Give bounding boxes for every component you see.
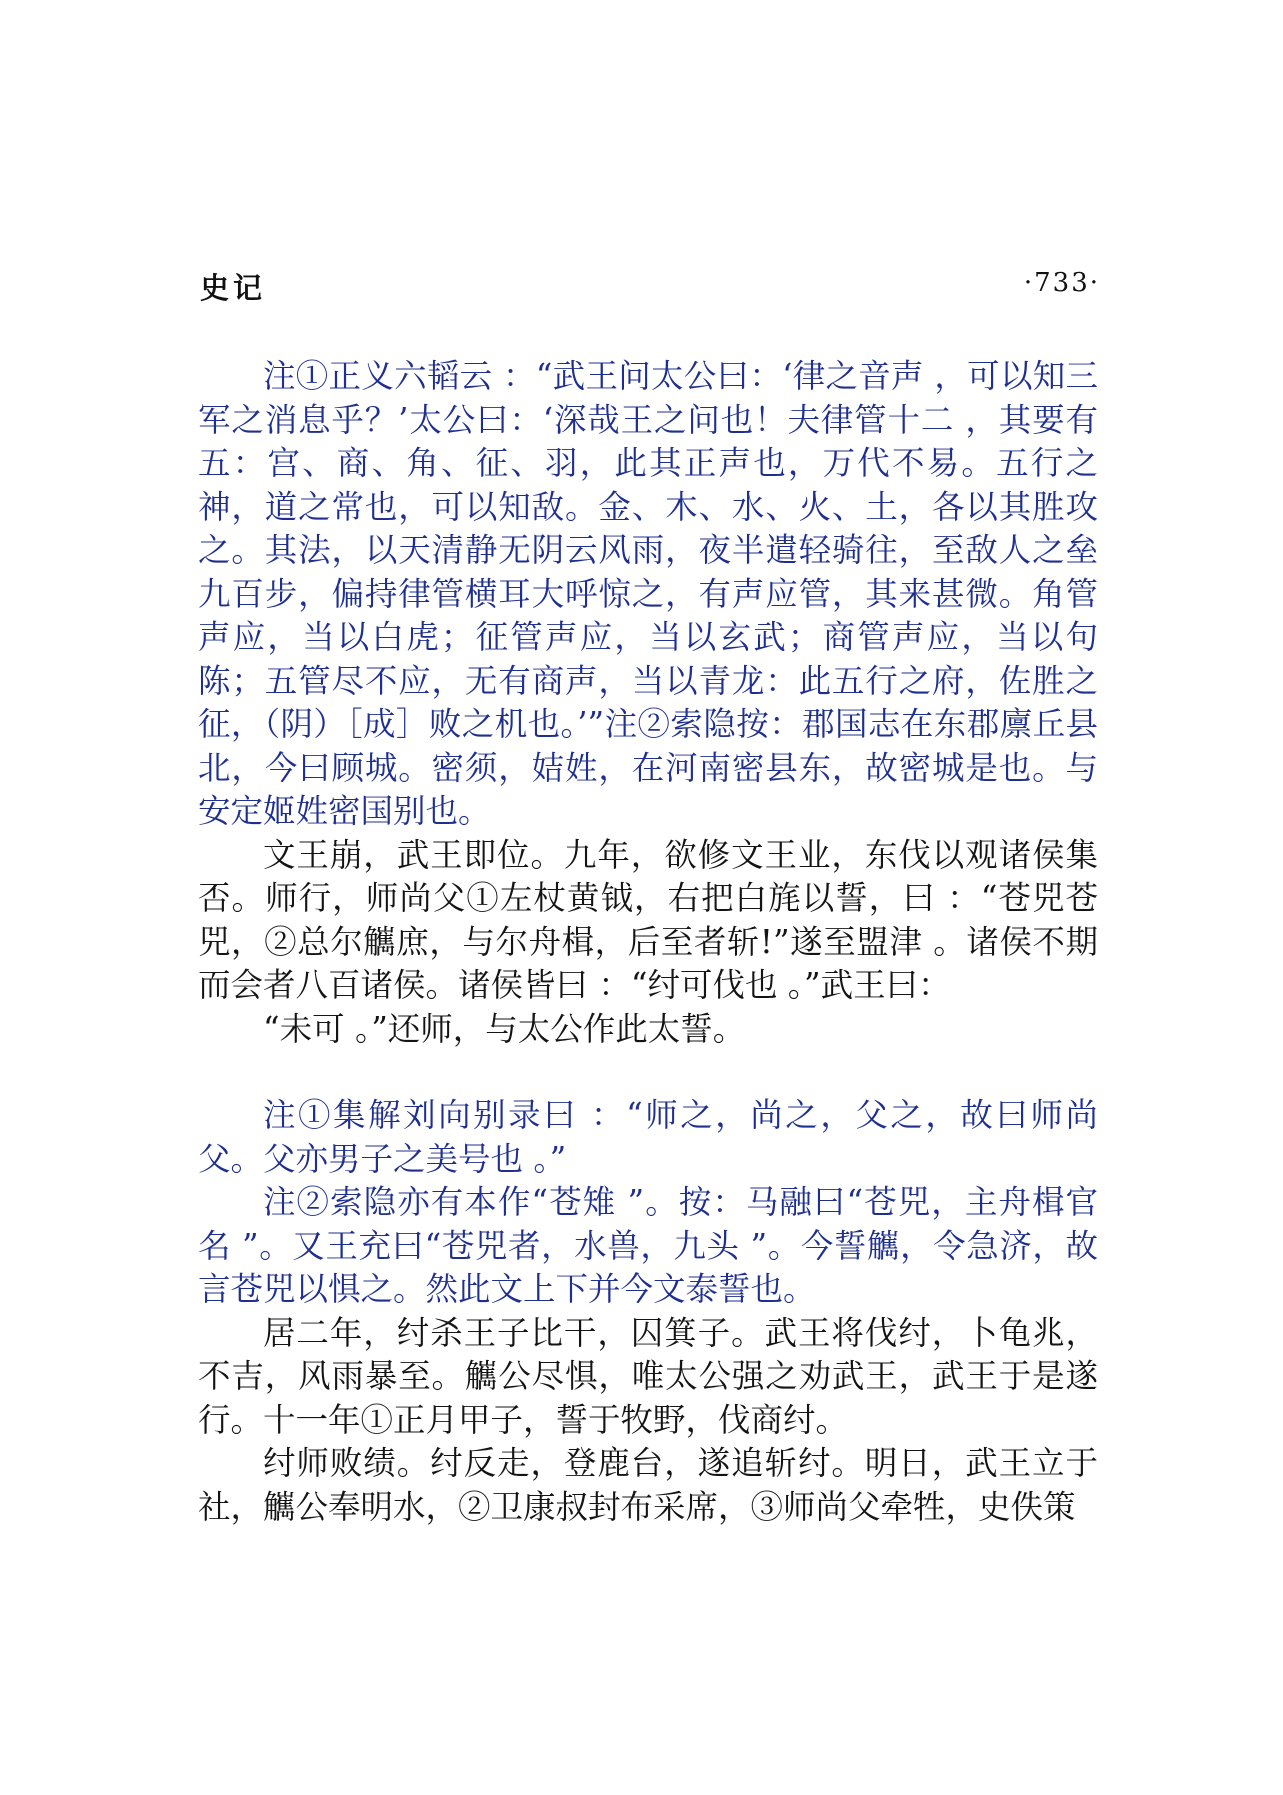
body-text [198, 355, 1098, 1529]
main-text-paragraph: “未可 。”还师，与太公作此太誓。 [263, 1009, 746, 1048]
main-text-paragraph: 居二年，纣杀王子比干，囚箕子。武王将伐纣，卜龟兆，不吉，风雨暴至。觽公尽惧，唯太公强之劝武王，武王于是遂行。十一年①正月甲子，誓于牧野，伐商纣。 [198, 1313, 1098, 1439]
page-header [200, 266, 1100, 310]
book-title: 史记 [200, 271, 267, 305]
paragraph-gap [198, 1051, 1098, 1094]
main-text-paragraph: 文王崩，武王即位。九年，欲修文王业，东伐以观诸侯集否。师行，师尚父①左杖黄钺，右把白旄以誓，曰 ：“苍兕苍兕，②总尔觽庶，与尔舟楫，后至者斩!”遂至盟津 。诸侯不期而会者八百诸侯。诸侯皆曰 ：“纣可伐也 。”武王曰： [198, 835, 1098, 1004]
main-text-paragraph: 纣师败绩。纣反走，登鹿台，遂追斩纣。明日，武王立于社，觽公奉明水，②卫康叔封布采席，③师尚父牵牲，史佚策 [198, 1444, 1098, 1526]
annotation-paragraph: 注①集解刘向别录曰 ：“师之，尚之，父之，故曰师尚父。父亦男子之美号也 。” [198, 1096, 1098, 1178]
annotation-paragraph: 注①正义六韬云 ：“武王问太公曰：‘律之音声 ，可以知三军之消息乎？’太公曰：‘深哉王之问也！夫律管十二 ，其要有五：宫、商、角、征、羽，此其正声也，万代不易。五行之神，道之常也，可以知敌。金、木、水、火、土，各以其胜攻之。其法，以天清静无阴云风雨，夜半遣轻骑往，至敌人之垒九百步，偏持律管横耳大呼惊之，有声应管，其来甚微。角管声应，当以白虎；征管声应，当以玄武；商管声应，当以句陈；五管尽不应，无有商声，当以青龙：此五行之府，佐胜之征，（阴）［成］败之机也。’”注②索隐按：郡国志在东郡廪丘县北，今曰顾城。密须，姞姓，在河南密县东，故密城是也。与安定姬姓密国别也。 [198, 357, 1098, 830]
annotation-paragraph: 注②索隐亦有本作“苍雉 ”。按：马融曰“苍兕，主舟楫官名 ”。又王充曰“苍兕者，水兽，九头 ”。今誓觽，令急济，故言苍兕以惧之。然此文上下并今文泰誓也。 [198, 1183, 1098, 1308]
page-number: ·733· [1023, 268, 1100, 298]
